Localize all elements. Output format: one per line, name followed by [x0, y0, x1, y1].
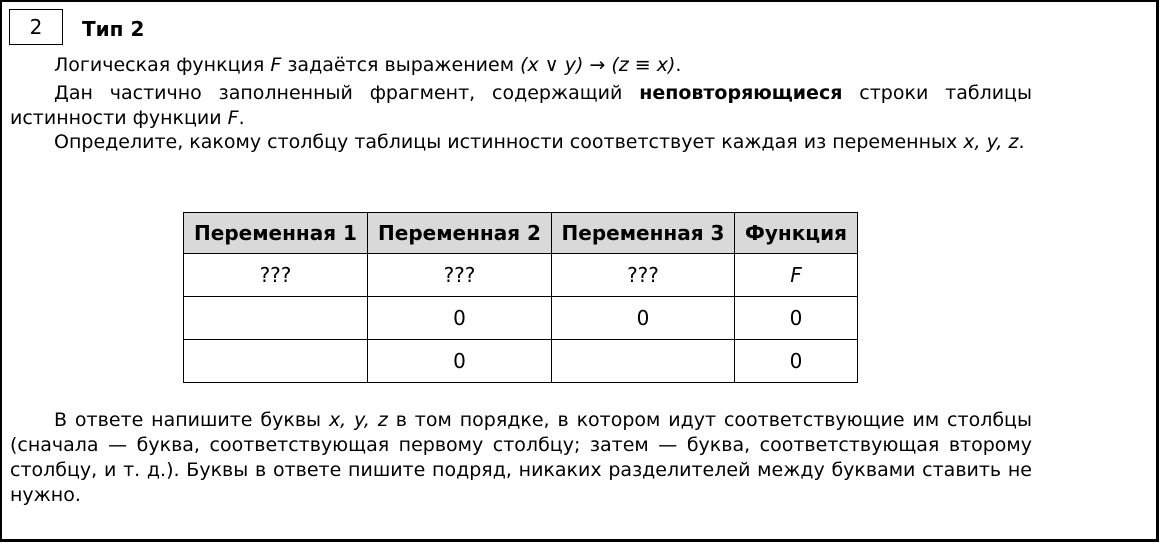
text: . [675, 54, 682, 76]
truth-table [183, 212, 858, 383]
text: строки таблицы истинности функции [10, 82, 1032, 129]
table-cell [184, 340, 368, 383]
table-cell: ??? [184, 254, 368, 297]
paragraph-function-definition [10, 53, 1032, 78]
text: . [238, 107, 245, 129]
task-number-box: 2 [9, 9, 63, 45]
text: В ответе напишите буквы [54, 409, 329, 431]
text: Логическая функция [54, 54, 271, 76]
text: в том порядке, в котором идут соответствующие им столбцы (сначала — буква, соответствующая первому столбцу; затем — буква, соответствующая второму столбцу, и т. д.). Буквы в ответе пишите подряд, никаких разделителей между буквами ставить не нужно. [10, 409, 1032, 506]
logical-expression: (x ∨ y) → (z ≡ x) [520, 54, 676, 76]
table-cell: 0 [735, 297, 858, 340]
function-symbol: F [227, 107, 239, 129]
text: задаётся выражением [281, 54, 521, 76]
variables-list: x, y, z [963, 131, 1019, 153]
emphasis-nonrepeating: неповторяющиеся [639, 82, 843, 104]
table-cell: 0 [368, 297, 552, 340]
table-cell: ??? [368, 254, 552, 297]
paragraph-answer-instructions [10, 408, 1032, 508]
table-cell: ??? [552, 254, 735, 297]
table-header-row [184, 213, 858, 254]
text: Дан частично заполненный фрагмент, содержащий [54, 82, 640, 104]
text: . [1018, 131, 1025, 153]
table-row [184, 340, 858, 383]
paragraph-question [10, 130, 1032, 155]
table-cell [184, 297, 368, 340]
task-type-title: Тип 2 [82, 17, 145, 41]
variables-list: x, y, z [328, 409, 388, 431]
table-cell: 0 [368, 340, 552, 383]
table-cell: F [735, 254, 858, 297]
table-cell [552, 340, 735, 383]
table-cell: 0 [735, 340, 858, 383]
table-row [184, 297, 858, 340]
column-header-variable-2: Переменная 2 [368, 213, 552, 254]
table-cell: 0 [552, 297, 735, 340]
column-header-variable-1: Переменная 1 [184, 213, 368, 254]
table-row [184, 254, 858, 297]
function-symbol: F [270, 54, 282, 76]
column-header-function: Функция [735, 213, 858, 254]
column-header-variable-3: Переменная 3 [552, 213, 735, 254]
paragraph-fragment-description [10, 81, 1032, 131]
text: Определите, какому столбцу таблицы истинности соответствует каждая из переменных [54, 131, 964, 153]
